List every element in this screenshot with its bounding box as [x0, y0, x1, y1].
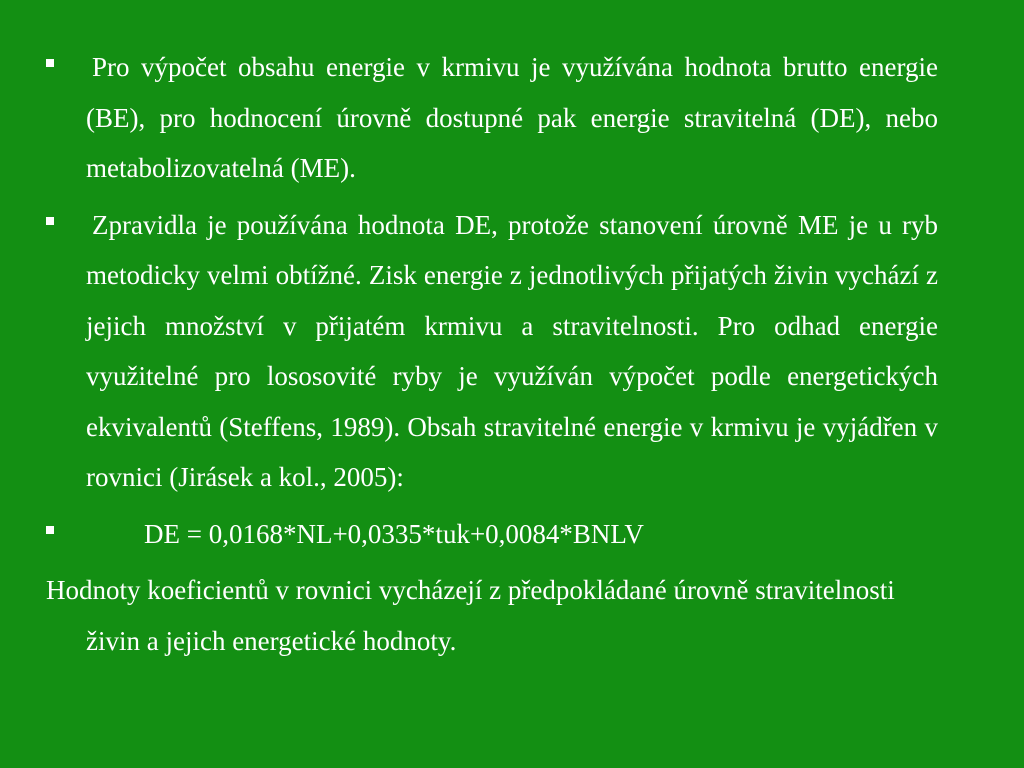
square-bullet-icon: [46, 526, 54, 534]
bullet-text: Pro výpočet obsahu energie v krmivu je využívána hodnota brutto energie (BE), pro hodnocení úrovně dostupné pak energie stravitelná (DE), nebo metabolizovatelná (ME).: [86, 52, 938, 183]
bullet-item-be-de-me: [46, 42, 938, 194]
formula-text: DE = 0,0168*NL+0,0335*tuk+0,0084*BNLV: [144, 518, 644, 549]
bullet-text: Zpravidla je používána hodnota DE, protože stanovení úrovně ME je u ryb metodicky velmi obtížné. Zisk energie z jednotlivých přijatých živin vychází z jejich množství v přijatém krmivu a stravitelnosti. Pro odhad energie využitelné pro lososovité ryby je využíván výpočet podle energetických ekvivalentů (Steffens, 1989). Obsah stravitelné energie v krmivu je vyjádřen v rovnici (Jirásek a kol., 2005):: [86, 209, 938, 492]
square-bullet-icon: [46, 217, 54, 225]
coefficient-note: Hodnoty koeficientů v rovnici vycházejí z předpokládané úrovně stravitelnosti živin a jejich energetické hodnoty.: [46, 575, 895, 656]
bullet-item-formula: [46, 509, 938, 560]
bullet-item-de-usage: [46, 200, 938, 503]
square-bullet-icon: [46, 59, 54, 67]
